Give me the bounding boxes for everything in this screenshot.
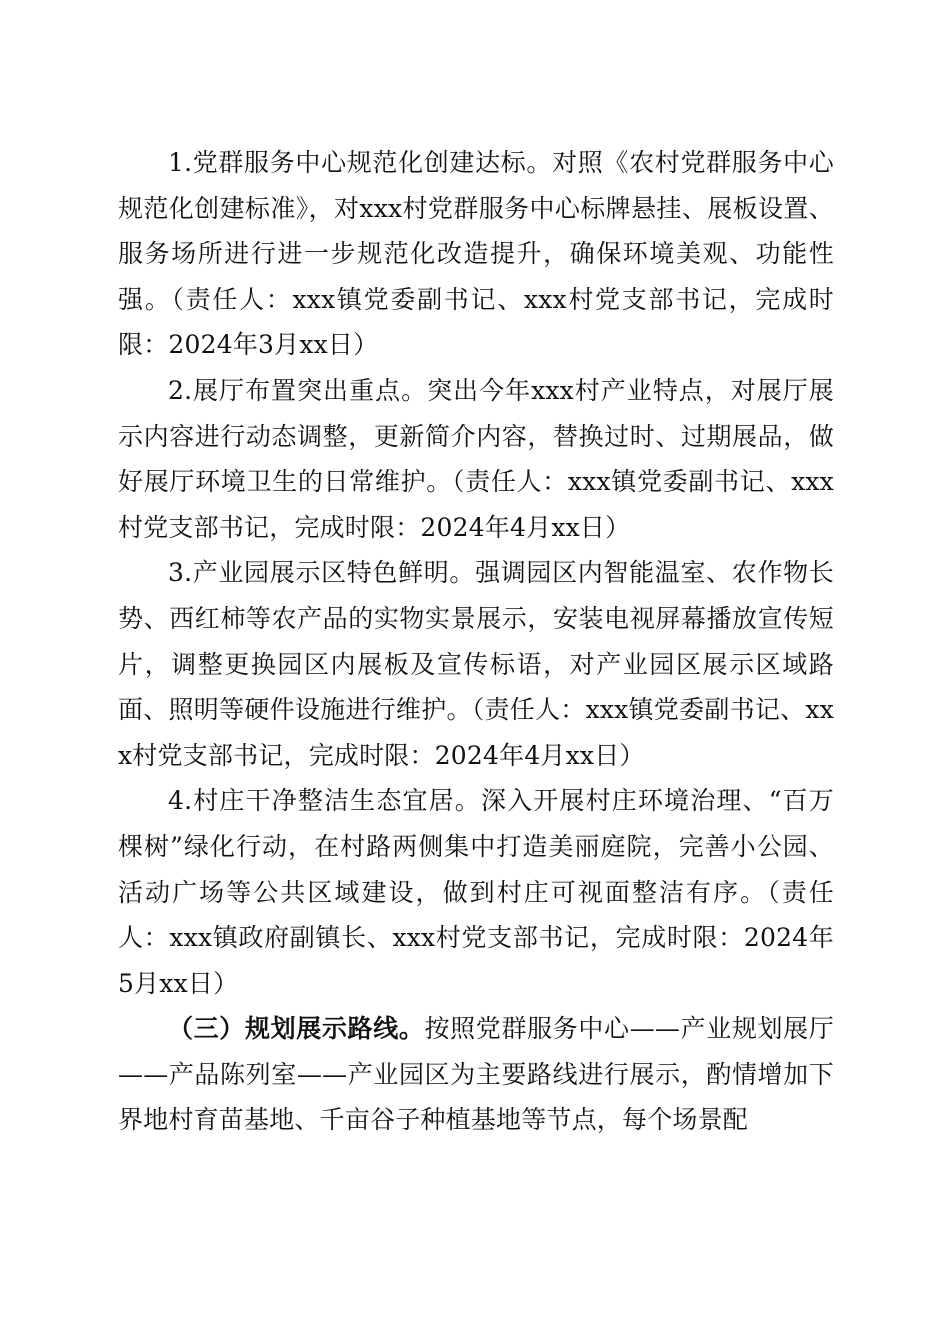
paragraph-text: 4.村庄干净整洁生态宜居。深入开展村庄环境治理、“百万棵树”绿化行动，在村路两侧集中打造美丽庭院，完善小公园、活动广场等公共区域建设，做到村庄可视面整洁有序。（责任人：xxx镇政府副镇长、xxx村党支部书记，完成时限：2024年5月xx日）	[118, 786, 834, 998]
paragraph-1	[118, 140, 834, 368]
paragraph-5	[118, 1006, 834, 1143]
paragraph-4	[118, 778, 834, 1006]
paragraph-3	[118, 550, 834, 778]
section-heading-lead: （三）规划展示路线。	[168, 1014, 425, 1044]
paragraph-2	[118, 368, 834, 550]
paragraph-text: 1.党群服务中心规范化创建达标。对照《农村党群服务中心规范化创建标准》，对xxx村党群服务中心标牌悬挂、展板设置、服务场所进行进一步规范化改造提升，确保环境美观、功能性强。（责任人：xxx镇党委副书记、xxx村党支部书记，完成时限：2024年3月xx日）	[118, 148, 834, 360]
document-body	[118, 140, 834, 1143]
paragraph-text: 按照党群服务中心——产业规划展厅——产品陈列室——产业园区为主要路线进行展示，酌情增加下界地村育苗基地、千亩谷子种植基地等节点，每个场景配	[118, 1014, 834, 1135]
paragraph-text: 2.展厅布置突出重点。突出今年xxx村产业特点，对展厅展示内容进行动态调整，更新简介内容，替换过时、过期展品，做好展厅环境卫生的日常维护。（责任人：xxx镇党委副书记、xxx村党支部书记，完成时限：2024年4月xx日）	[118, 375, 834, 542]
paragraph-text: 3.产业园展示区特色鲜明。强调园区内智能温室、农作物长势、西红柿等农产品的实物实景展示，安装电视屏幕播放宣传短片，调整更换园区内展板及宣传标语，对产业园区展示区域路面、照明等硬件设施进行维护。（责任人：xxx镇党委副书记、xxx村党支部书记，完成时限：2024年4月xx日）	[118, 558, 834, 770]
